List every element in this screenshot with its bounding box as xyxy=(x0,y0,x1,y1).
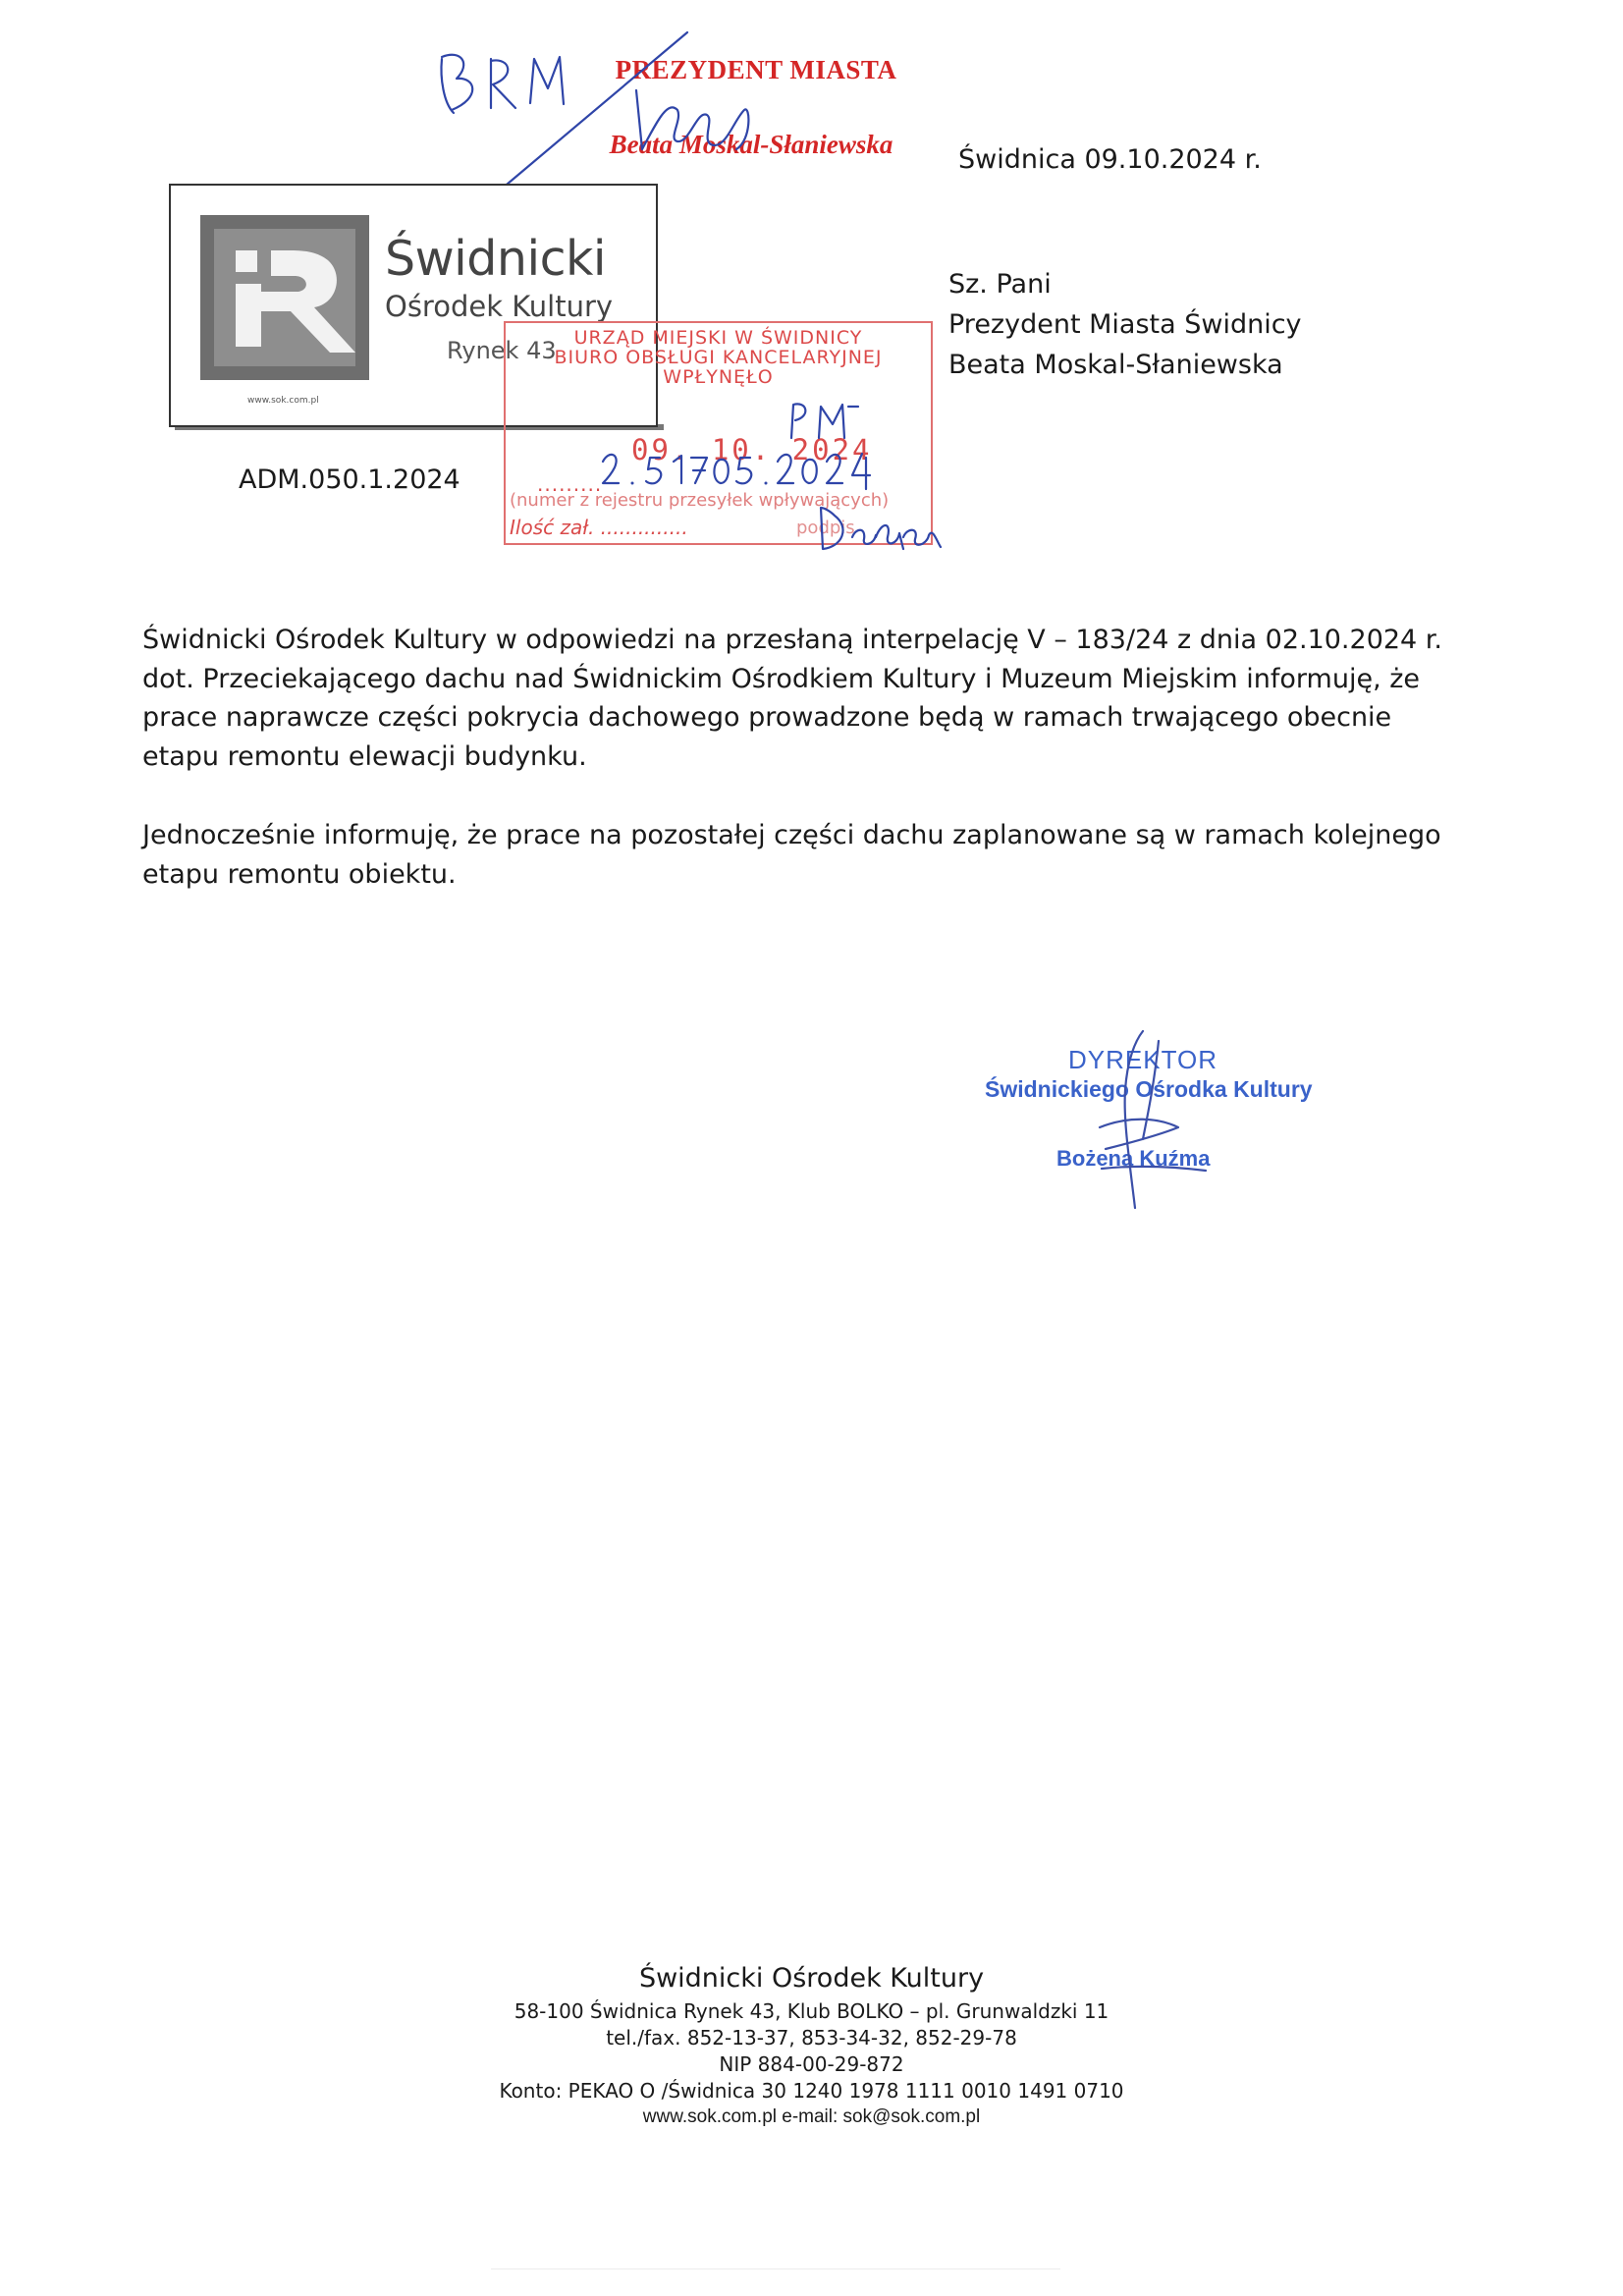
registry-stamp-sign-label: podpis xyxy=(796,518,855,538)
addressee-line-2: Prezydent Miasta Świdnicy xyxy=(948,309,1302,340)
footer xyxy=(0,1959,1623,2130)
logo-mark-icon xyxy=(200,215,369,380)
logo-url: www.sok.com.pl xyxy=(247,396,319,406)
logo-name: Świdnicki xyxy=(385,231,606,287)
footer-organization: Świdnicki Ośrodek Kultury xyxy=(638,1963,985,1994)
body-paragraph-2: Jednocześnie informuję, że prace na pozostałej części dachu zaplanowane są w ramach kolejnego etapu remontu obiektu. xyxy=(142,820,1441,890)
addressee-line-1: Sz. Pani xyxy=(948,269,1052,300)
footer-account: Konto: PEKAO O /Świdnica 30 1240 1978 1111 0010 1491 0710 xyxy=(499,2079,1124,2103)
registry-stamp-received: WPŁYNĘŁO xyxy=(663,366,774,388)
logo-address: Rynek 43 xyxy=(447,337,557,364)
footer-web-email: www.sok.com.pl e-mail: sok@sok.com.pl xyxy=(642,2106,981,2127)
registry-stamp-note: (numer z rejestru przesyłek wpływających) xyxy=(510,490,890,511)
registry-stamp-date: 09. 10. 2024 xyxy=(631,433,873,466)
body-paragraph-1: Świdnicki Ośrodek Kultury w odpowiedzi na przesłaną interpelację V – 183/24 z dnia 02.10.2024 r. dot. Przeciekającego dachu nad Świdnickim Ośrodkiem Kultury i Muzeum Miejskim informuję, że prace naprawcze części pokrycia dachowego prowadzone będą w ramach trwającego obecnie etapu remontu elewacji budynku. xyxy=(142,625,1443,772)
director-signature xyxy=(1041,1021,1227,1218)
handwritten-stamp-initials xyxy=(785,399,864,444)
handwritten-registry-signature xyxy=(813,498,950,557)
president-stamp-name: Beata Moskal-Słaniewska xyxy=(609,130,893,159)
registry-stamp-office: URZĄD MIEJSKI W ŚWIDNICY xyxy=(573,327,863,349)
reference-number: ADM.050.1.2024 xyxy=(239,465,460,495)
registry-stamp-attachments: Ilość zał. .............. xyxy=(510,516,688,539)
president-signature xyxy=(628,81,756,159)
footer-phone: tel./fax. 852-13-37, 853-34-32, 852-29-78 xyxy=(606,2026,1017,2050)
director-stamp-name: Bożena Kuźma xyxy=(1056,1146,1211,1171)
document-date: Świdnica 09.10.2024 r. xyxy=(958,144,1262,175)
registry-stamp-department: BIURO OBSŁUGI KANCELARYJNEJ xyxy=(554,347,883,368)
president-stamp-title: PREZYDENT MIASTA xyxy=(615,55,897,84)
footer-nip: NIP 884-00-29-872 xyxy=(719,2052,904,2076)
registry-stamp-dots: ......... xyxy=(537,472,603,496)
logo-subtitle: Ośrodek Kultury xyxy=(385,290,614,323)
footer-address: 58-100 Świdnica Rynek 43, Klub BOLKO – pl. Grunwaldzki 11 xyxy=(514,1999,1109,2023)
director-stamp-org: Świdnickiego Ośrodka Kultury xyxy=(985,1076,1313,1102)
addressee-block xyxy=(948,264,1302,385)
director-stamp-title: DYREKTOR xyxy=(1068,1045,1217,1074)
addressee-line-3: Beata Moskal-Słaniewska xyxy=(948,350,1283,380)
handwritten-registry-number xyxy=(599,444,893,499)
letter-body xyxy=(142,621,1458,934)
